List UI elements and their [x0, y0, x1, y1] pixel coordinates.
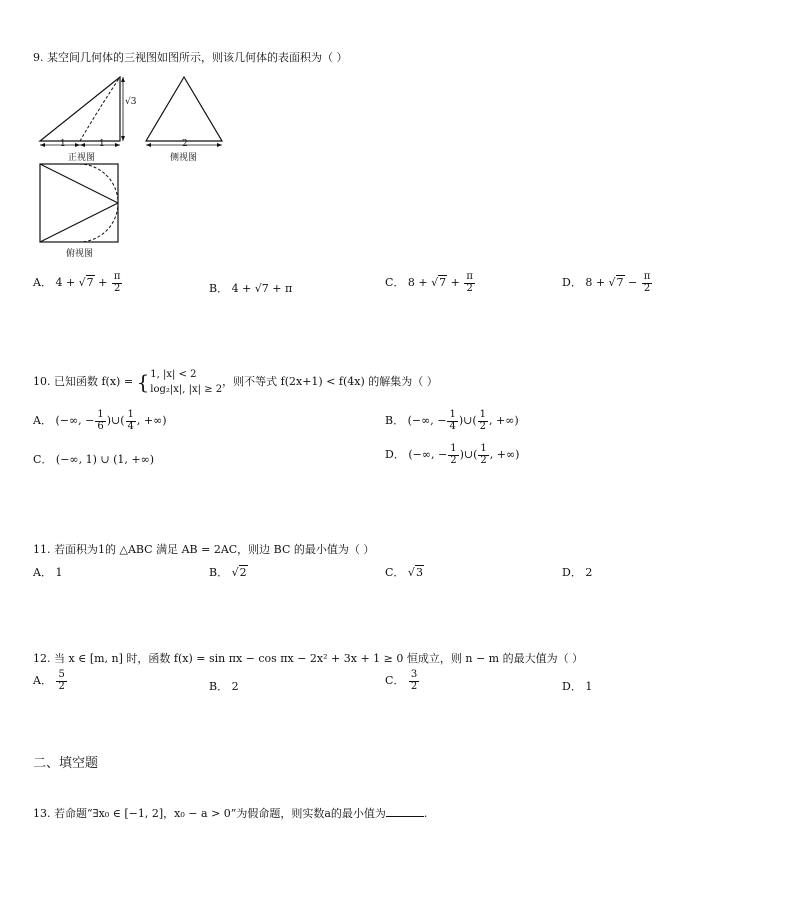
top-view-drawing — [40, 164, 118, 242]
option-fraction — [56, 670, 66, 692]
option-fraction — [464, 272, 475, 294]
fraction-numerator: π — [643, 271, 651, 282]
fraction-numerator: 1 — [449, 409, 456, 420]
option-fraction — [95, 410, 105, 432]
q10-option-b[interactable] — [385, 410, 519, 432]
fraction-numerator: π — [466, 271, 473, 282]
q12-option-b[interactable] — [209, 678, 239, 694]
fraction-numerator: 1 — [480, 443, 487, 454]
option-expr: (−∞, − — [408, 448, 448, 461]
fraction-numerator: π — [113, 271, 121, 282]
fraction-denominator: 2 — [450, 454, 457, 466]
fraction-numerator: 1 — [97, 409, 104, 420]
fraction-numerator: 5 — [58, 669, 65, 680]
option-letter: B． — [385, 414, 405, 427]
section-title-fill-in: 二、填空题 — [33, 756, 99, 771]
front-view-drawing — [40, 77, 125, 147]
q13-stem-tail: . — [423, 807, 428, 820]
option-letter: D． — [562, 276, 582, 289]
option-fraction — [478, 444, 488, 466]
q10-option-c[interactable] — [33, 451, 154, 467]
fraction-denominator: 4 — [449, 420, 456, 432]
option-letter: B． — [209, 566, 229, 579]
option-expr: 4 + √ — [55, 276, 86, 289]
option-radicand: 7 — [616, 276, 624, 289]
option-op: + — [94, 276, 111, 289]
q13-answer-blank[interactable] — [386, 816, 424, 817]
option-radicand: 3 — [415, 566, 423, 579]
option-op: + — [447, 276, 464, 289]
q9-option-c[interactable] — [385, 272, 476, 294]
fraction-denominator: 4 — [127, 420, 134, 432]
q13-stem — [33, 805, 427, 821]
q12-stem: 12. 当 x ∈ [m, n] 时，函数 f(x) = sin πx − cos πx − 2x² + 3x + 1 ≥ 0 恒成立，则 n − m 的最大值为（ ） — [33, 652, 584, 665]
side-view-label: 侧视图 — [170, 153, 198, 163]
q11-option-c[interactable] — [385, 564, 424, 580]
option-expr: 8 + √ — [585, 276, 616, 289]
dim-label-one-left: 1 — [60, 139, 66, 149]
q10-case-2: log₂|x|, |x| ≥ 2 — [150, 384, 223, 395]
option-letter: C． — [33, 453, 53, 466]
q10-stem-post: ，则不等式 f(2x+1) < f(4x) 的解集为（ ） — [222, 375, 438, 388]
q9-option-d[interactable] — [562, 272, 653, 294]
option-expr: 2 — [585, 566, 593, 579]
option-expr: √ — [231, 566, 239, 579]
fraction-denominator: 2 — [643, 282, 651, 294]
q9-option-b[interactable] — [209, 280, 292, 296]
option-expr: )∪( — [106, 414, 125, 427]
option-radicand: 7 — [439, 276, 447, 289]
q9-option-a[interactable] — [33, 272, 123, 294]
option-fraction — [642, 272, 653, 294]
q9-stem: 9. 某空间几何体的三视图如图所示，则该几何体的表面积为（ ） — [33, 51, 348, 64]
fraction-numerator: 3 — [410, 669, 418, 680]
option-fraction — [409, 670, 419, 692]
q12-option-d[interactable] — [562, 678, 592, 694]
option-expr: 1 — [55, 566, 63, 579]
option-letter: A． — [33, 566, 52, 579]
q13-stem-text: 13. 若命题“∃x₀ ∈ [−1, 2]，x₀ − a > 0”为假命题，则实数a的最小值为 — [33, 807, 386, 820]
option-letter: A． — [33, 276, 52, 289]
fraction-denominator: 2 — [479, 420, 487, 432]
option-letter: D． — [562, 566, 582, 579]
option-expr: (−∞, 1) ∪ (1, +∞) — [55, 453, 155, 466]
q10-stem-pre: 10. 已知函数 f(x) = — [33, 375, 137, 388]
option-expr: √ — [407, 566, 415, 579]
option-expr: , +∞) — [136, 414, 167, 427]
option-letter: C． — [385, 674, 405, 687]
option-letter: A． — [33, 414, 52, 427]
q11-option-a[interactable] — [33, 564, 62, 580]
option-expr: 8 + √ — [407, 276, 439, 289]
option-op: − — [624, 276, 641, 289]
option-letter: D． — [562, 680, 582, 693]
fraction-numerator: 1 — [479, 409, 487, 420]
fraction-denominator: 2 — [410, 680, 418, 692]
dim-label-one-right: 1 — [99, 139, 105, 149]
q11-option-b[interactable] — [209, 564, 248, 580]
option-letter: D． — [385, 448, 405, 461]
q10-stem: 10. 已知函数 f(x) = { 1, |x| < 2 log₂|x|, |x| ≥ 2 ，则不等式 f(2x+1) < f(4x) 的解集为（ ） — [33, 369, 438, 395]
fraction-denominator: 2 — [58, 680, 65, 692]
option-fraction — [126, 410, 136, 432]
option-fraction — [112, 272, 123, 294]
fraction-denominator: 2 — [480, 454, 487, 466]
q11-option-d[interactable] — [562, 564, 592, 580]
option-expr: 4 + √7 + π — [231, 282, 293, 295]
option-letter: C． — [385, 276, 405, 289]
option-letter: B． — [209, 282, 229, 295]
dim-height-radicand: 3 — [130, 97, 137, 107]
q10-option-d[interactable] — [385, 444, 519, 466]
fraction-numerator: 1 — [450, 443, 457, 454]
q10-case-1: 1, |x| < 2 — [150, 369, 197, 380]
option-expr: , +∞) — [489, 414, 519, 427]
option-letter: C． — [385, 566, 405, 579]
q10-option-a[interactable] — [33, 410, 167, 432]
fraction-denominator: 2 — [113, 282, 121, 294]
top-view-label: 俯视图 — [66, 249, 94, 259]
q12-option-a[interactable] — [33, 670, 68, 692]
q11-stem: 11. 若面积为1的 △ABC 满足 AB = 2AC，则边 BC 的最小值为（ ） — [33, 543, 375, 556]
option-expr: (−∞, − — [55, 414, 95, 427]
fraction-denominator: 2 — [466, 282, 473, 294]
option-fraction — [448, 444, 458, 466]
option-expr: 2 — [231, 680, 239, 693]
dim-label-height: √3 — [125, 97, 137, 107]
option-expr: )∪( — [458, 414, 477, 427]
option-radicand: 2 — [239, 566, 247, 579]
q12-option-c[interactable] — [385, 670, 420, 692]
option-expr: , +∞) — [489, 448, 520, 461]
fraction-numerator: 1 — [127, 409, 134, 420]
option-letter: B． — [209, 680, 229, 693]
option-expr: (−∞, − — [407, 414, 447, 427]
fraction-denominator: 6 — [97, 420, 104, 432]
option-letter: A． — [33, 674, 52, 687]
option-radicand: 7 — [86, 276, 94, 289]
option-expr: )∪( — [459, 448, 478, 461]
dim-label-two: 2 — [182, 139, 188, 149]
side-view-drawing — [146, 77, 222, 147]
option-expr: 1 — [585, 680, 593, 693]
option-fraction — [478, 410, 488, 432]
front-view-label: 正视图 — [68, 153, 96, 163]
option-fraction — [447, 410, 457, 432]
q10-piecewise — [149, 367, 222, 397]
